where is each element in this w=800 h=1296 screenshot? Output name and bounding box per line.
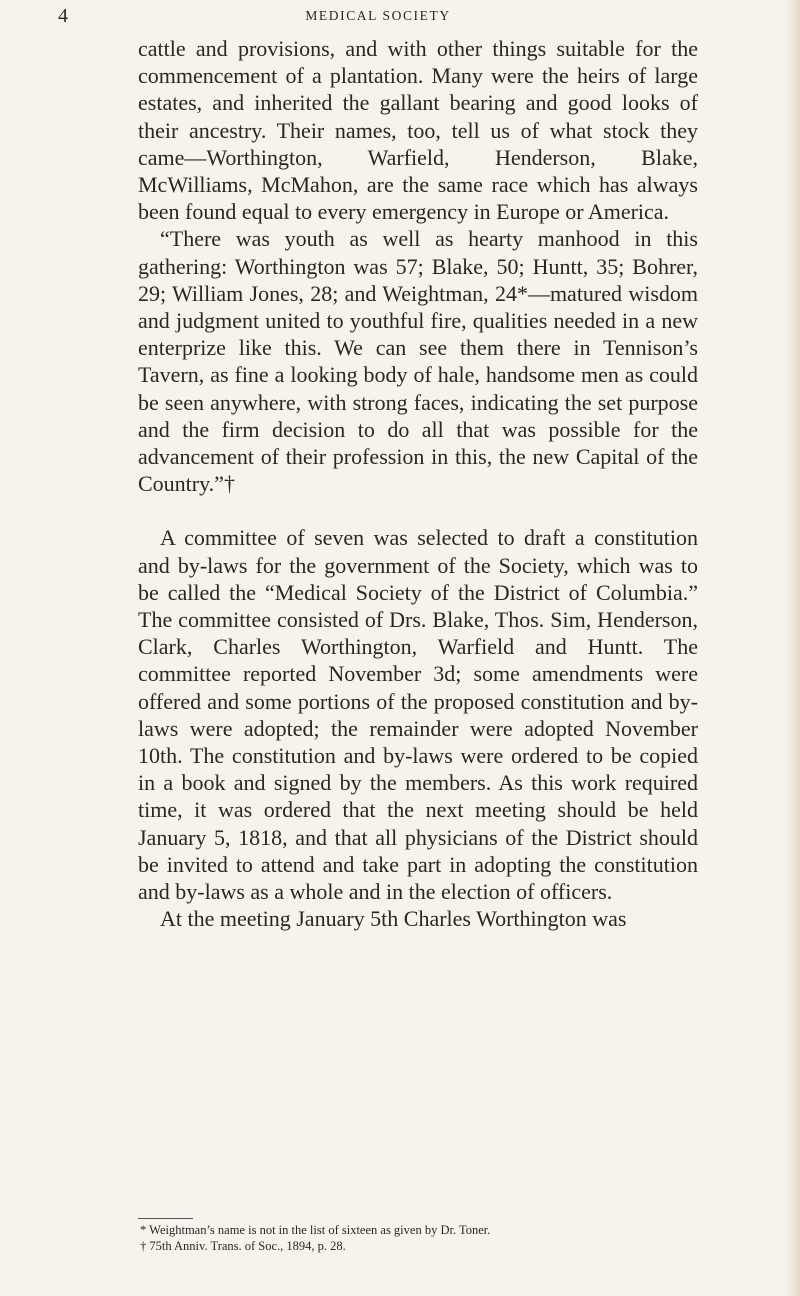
paragraph-meeting: At the meeting January 5th Charles Worthington was <box>160 906 627 932</box>
paragraph-quotation: “There was youth as well as hearty manhood in this gathering: Worthington was 57; Blake, 50; Huntt, 35; Bohrer, 29; William Jones, 28; and Weightman, 24*—matured wisdom and judgment united to youthful fire, qualities needed in a new enterprize like this. We can see them there in Tennison’s Tavern, as fine a looking body of hale, handsome men as could be seen anywhere, with strong faces, indicating the set purpose and the firm decision to do all that was possible for the advancement of their profession in this, the new Capital of the Country.”† <box>138 226 698 497</box>
footnote-weightman: * Weightman’s name is not in the list of sixteen as given by Dr. Toner. <box>140 1223 491 1237</box>
page-header <box>58 4 698 28</box>
paragraph-continuation: cattle and provisions, and with other things suitable for the commencement of a plantation. Many were the heirs of large estates, and inherited the gallant bearing and good looks of their ancestry. Their names, too, tell us of what stock they came—Worthington, Warfield, Henderson, Blake, McWilliams, McMahon, are the same race which has always been found equal to every emergency in Europe or America. <box>138 36 698 225</box>
page-number: 4 <box>58 5 68 27</box>
running-head: MEDICAL SOCIETY <box>305 8 451 23</box>
footnote-rule <box>138 1218 193 1219</box>
body-text <box>138 35 698 933</box>
page-edge-shadow <box>786 0 800 1296</box>
footnote-anniversary: † 75th Anniv. Trans. of Soc., 1894, p. 28. <box>140 1239 346 1253</box>
footnotes <box>140 1222 700 1254</box>
paragraph-committee: A committee of seven was selected to draft a constitution and by-laws for the government of the Society, which was to be called the “Medical Society of the District of Columbia.” The committee consisted of Drs. Blake, Thos. Sim, Henderson, Clark, Charles Worthington, Warfield and Huntt. The committee reported November 3d; some amendments were offered and some portions of the proposed constitution and by-laws were adopted; the remainder were adopted November 10th. The constitution and by-laws were ordered to be copied in a book and signed by the members. As this work required time, it was ordered that the next meeting should be held January 5, 1818, and that all physicians of the District should be invited to attend and take part in adopting the constitution and by-laws as a whole and in the election of officers. <box>138 525 698 905</box>
